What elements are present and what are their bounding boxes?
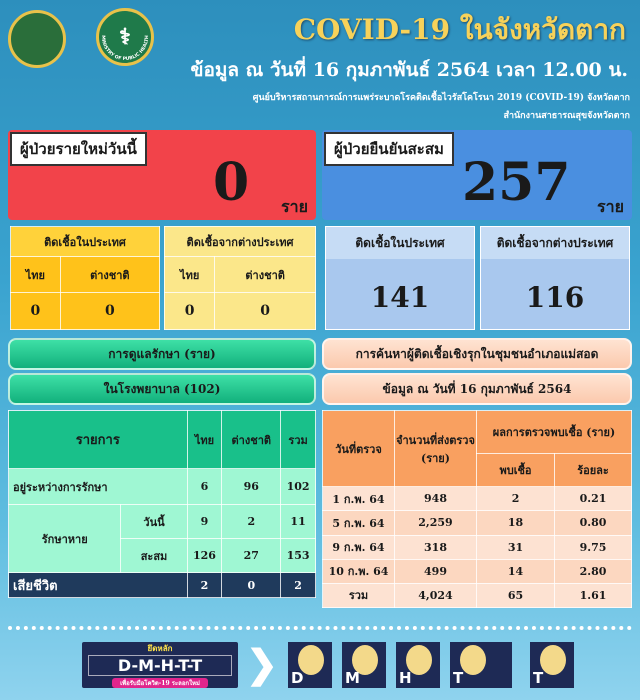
sub-label: สะสม <box>121 539 187 573</box>
col-header: พบเชื้อ <box>477 454 555 487</box>
col-header: วันที่ตรวจ <box>323 411 395 487</box>
banner-pill: เพื่อรับมือโควิด-19 ระลอกใหม่ <box>112 678 208 688</box>
search-table <box>322 410 632 608</box>
cum-domestic-value: 141 <box>370 281 430 314</box>
row-label: อยู่ระหว่างการรักษา <box>9 469 188 505</box>
cell: 27 <box>222 539 281 573</box>
table-row <box>323 559 632 583</box>
ministry-logo <box>96 8 154 66</box>
org-line: ศูนย์บริหารสถานการณ์การแพร่ระบาดโรคติดเชื้อไวรัสโคโรนา 2019 (COVID-19) จังหวัดตาก <box>252 93 630 103</box>
dmhtt-banner <box>82 642 238 688</box>
dmhtt-icon-h <box>396 642 440 688</box>
dmhtt-icon-m <box>342 642 386 688</box>
cell: 102 <box>281 469 316 505</box>
cell: 1.61 <box>555 583 632 607</box>
dmhtt-icon-d <box>288 642 332 688</box>
cell: 6 <box>187 469 222 505</box>
illustration-icon <box>460 645 486 675</box>
dotted-divider <box>8 626 632 630</box>
dmhtt-icons <box>288 642 574 688</box>
illustration-icon <box>540 645 566 675</box>
col-header: รายการ <box>9 411 188 469</box>
cell: 0.21 <box>555 487 632 511</box>
cumulative-value: 257 <box>462 152 571 213</box>
header: ติดเชื้อในประเทศ <box>11 227 160 257</box>
letter: D <box>291 669 304 687</box>
sub-label: วันนี้ <box>121 505 187 539</box>
cell: 948 <box>395 487 477 511</box>
thai-value: 0 <box>165 293 215 330</box>
table-row <box>323 535 632 559</box>
new-imported-table <box>164 226 316 330</box>
table-row <box>323 511 632 535</box>
care-table <box>8 410 316 598</box>
row-label: เสียชีวิต <box>9 573 188 598</box>
new-domestic-table <box>10 226 160 330</box>
cumulative-unit: ราย <box>597 197 624 216</box>
cell: 2 <box>222 505 281 539</box>
table-row <box>323 487 632 511</box>
cell: 0 <box>222 573 281 598</box>
ministry-logo-text <box>96 8 154 66</box>
cell: 10 ก.พ. 64 <box>323 559 395 583</box>
cell: รวม <box>323 583 395 607</box>
cell: 96 <box>222 469 281 505</box>
cum-imported-label: ติดเชื้อจากต่างประเทศ <box>481 227 629 259</box>
cell: 499 <box>395 559 477 583</box>
care-title: การดูแลรักษา (ราย) <box>8 338 316 370</box>
letter: T <box>453 669 464 687</box>
cell: 11 <box>281 505 316 539</box>
letter: T <box>533 669 544 687</box>
new-cases-value: 0 <box>213 152 250 213</box>
thai-label: ไทย <box>11 257 61 293</box>
new-cases-card <box>8 130 316 220</box>
cell: 9.75 <box>555 535 632 559</box>
col-header: ไทย <box>187 411 222 469</box>
dmhtt-icon-t <box>530 642 574 688</box>
chevron-right-icon: ❯ <box>246 641 278 686</box>
foreign-value: 0 <box>60 293 159 330</box>
table-row <box>9 469 316 505</box>
cell: 18 <box>477 511 555 535</box>
foreign-label: ต่างชาติ <box>60 257 159 293</box>
cell: 9 <box>187 505 222 539</box>
new-cases-unit: ราย <box>281 197 308 216</box>
cell: 2,259 <box>395 511 477 535</box>
cell: 126 <box>187 539 222 573</box>
cum-domestic-label: ติดเชื้อในประเทศ <box>326 227 474 259</box>
thai-value: 0 <box>11 293 61 330</box>
cell: 31 <box>477 535 555 559</box>
col-header: ผลการตรวจพบเชื้อ (ราย) <box>477 411 632 454</box>
letter: H <box>399 669 412 687</box>
search-date: ข้อมูล ณ วันที่ 16 กุมภาพันธ์ 2564 <box>322 373 632 405</box>
cell: 9 ก.พ. 64 <box>323 535 395 559</box>
col-header: ร้อยละ <box>555 454 632 487</box>
foreign-label: ต่างชาติ <box>215 257 316 293</box>
cum-imported-card <box>480 226 630 330</box>
new-cases-label: ผู้ป่วยรายใหม่วันนี้ <box>10 132 147 166</box>
cell: 153 <box>281 539 316 573</box>
date-line: ข้อมูล ณ วันที่ 16 กุมภาพันธ์ 2564 เวลา 12.00 น. <box>190 59 628 81</box>
cell: 2 <box>187 573 222 598</box>
foreign-value: 0 <box>215 293 316 330</box>
search-title: การค้นหาผู้ติดเชื้อเชิงรุกในชุมชนอำเภอแม่สอด <box>322 338 632 370</box>
col-header: รวม <box>281 411 316 469</box>
cell: 5 ก.พ. 64 <box>323 511 395 535</box>
header: ติดเชื้อจากต่างประเทศ <box>165 227 316 257</box>
banner-main: D-M-H-T-T <box>88 655 232 676</box>
cumulative-card <box>322 130 632 220</box>
col-header: ต่างชาติ <box>222 411 281 469</box>
org-line-2: สำนักงานสาธารณสุขจังหวัดตาก <box>503 111 630 121</box>
table-row <box>9 573 316 598</box>
caduceus-icon: ⚕ <box>119 24 131 50</box>
cell: 14 <box>477 559 555 583</box>
cum-imported-value: 116 <box>525 281 585 314</box>
page-title: COVID-19 ในจังหวัดตาก <box>293 13 626 46</box>
dmhtt-icon-t <box>450 642 512 688</box>
thai-label: ไทย <box>165 257 215 293</box>
cell: 4,024 <box>395 583 477 607</box>
hospital-title: ในโรงพยาบาล (102) <box>8 373 316 405</box>
cell: 0.80 <box>555 511 632 535</box>
ministry-name: MINISTRY OF PUBLIC HEALTH <box>99 35 151 63</box>
cell: 2.80 <box>555 559 632 583</box>
cell: 318 <box>395 535 477 559</box>
svg-text:MINISTRY OF PUBLIC HEALTH <box>100 35 150 62</box>
cell: 2 <box>281 573 316 598</box>
province-logo <box>8 10 66 68</box>
row-label: รักษาหาย <box>9 505 121 573</box>
cell: 1 ก.พ. 64 <box>323 487 395 511</box>
cum-domestic-card <box>325 226 475 330</box>
cumulative-label: ผู้ป่วยยืนยันสะสม <box>324 132 454 166</box>
col-header: จำนวนที่ส่งตรวจ (ราย) <box>395 411 477 487</box>
table-row <box>323 583 632 607</box>
banner-top: ยึดหลัก <box>147 644 173 653</box>
cell: 2 <box>477 487 555 511</box>
letter: M <box>345 669 360 687</box>
cell: 65 <box>477 583 555 607</box>
table-row <box>9 505 316 539</box>
